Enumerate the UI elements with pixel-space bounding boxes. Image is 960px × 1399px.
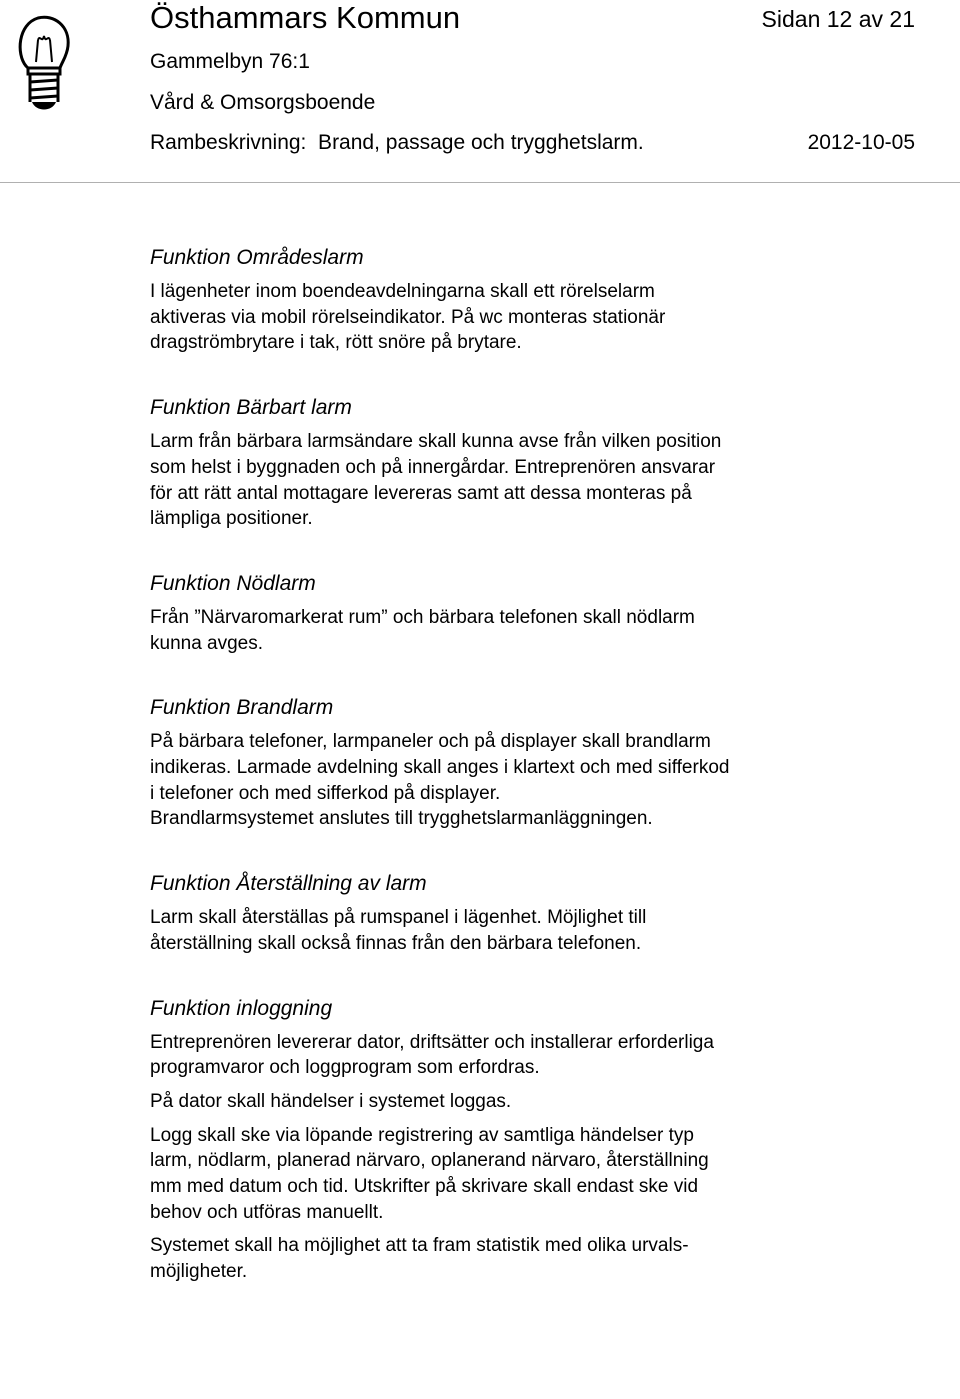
facility-name: Vård & Omsorgsboende xyxy=(150,91,376,114)
document-body xyxy=(150,243,910,1322)
section-heading: Funktion Nödlarm xyxy=(150,571,316,595)
header-divider xyxy=(0,182,960,183)
section-paragraph: Systemet skall ha möjlighet att ta fram statistik med olika urvals- möjligheter. xyxy=(150,1235,689,1283)
section-inloggning xyxy=(150,994,910,1285)
section-barbart-larm xyxy=(150,393,910,532)
section-paragraph: Från ”Närvaromarkerat rum” och bärbara telefonen skall nödlarm kunna avges. xyxy=(150,606,695,654)
section-paragraph: Logg skall ske via löpande registrering av samtliga händelser typ larm, nödlarm, planerad närvaro, oplanerand närvaro, återställning mm med datum och tid. Utskrifter på skrivare skall endast ske vid behov och utföras manuellt. xyxy=(150,1124,709,1223)
section-paragraph: På dator skall händelser i systemet loggas. xyxy=(150,1090,512,1112)
section-heading: Funktion inloggning xyxy=(150,996,333,1020)
document-date: 2012-10-05 xyxy=(807,131,915,154)
section-heading: Funktion Återställning av larm xyxy=(150,872,427,896)
section-paragraph: Entreprenören levererar dator, driftsätter och installerar erforderliga programvaror och loggprogram som erfordras. xyxy=(150,1031,714,1079)
section-aterstallning xyxy=(150,869,910,956)
section-paragraph: I lägenheter inom boendeavdelningarna skall ett rörelselarm aktiveras via mobil rörelseindikator. På wc monteras stationär dragströmbrytare i tak, rött snöre på brytare. xyxy=(150,281,666,354)
section-nodlarm xyxy=(150,569,910,656)
property-designation: Gammelbyn 76:1 xyxy=(150,50,310,73)
light-bulb-icon xyxy=(14,10,74,118)
section-brandlarm xyxy=(150,693,910,832)
organization-name: Östhammars Kommun xyxy=(150,0,461,35)
section-paragraph: Larm skall återställas på rumspanel i lägenhet. Möjlighet till återställning skall också finnas från den bärbara telefonen. xyxy=(150,907,647,954)
section-heading: Funktion Områdeslarm xyxy=(150,246,364,269)
page-number: Sidan 12 av 21 xyxy=(761,6,915,32)
section-heading: Funktion Bärbart larm xyxy=(150,396,352,420)
document-description: Rambeskrivning: Brand, passage och trygghetslarm. xyxy=(150,131,644,154)
section-omradeslarm xyxy=(150,243,910,356)
section-paragraph: Larm från bärbara larmsändare skall kunna avse från vilken position som helst i byggnaden och på innergårdar. Entreprenören ansvarar för att rätt antal mottagare levereras samt att dessa monteras på lämpliga positioner. xyxy=(150,431,722,530)
section-paragraph: På bärbara telefoner, larmpaneler och på displayer skall brandlarm indikeras. Larmade avdelning skall anges i klartext och med sifferkod i telefoner och med sifferkod på displayer. Brandlarmsystemet anslutes till trygghetslarmanläggningen. xyxy=(150,731,730,830)
section-heading: Funktion Brandlarm xyxy=(150,696,334,720)
